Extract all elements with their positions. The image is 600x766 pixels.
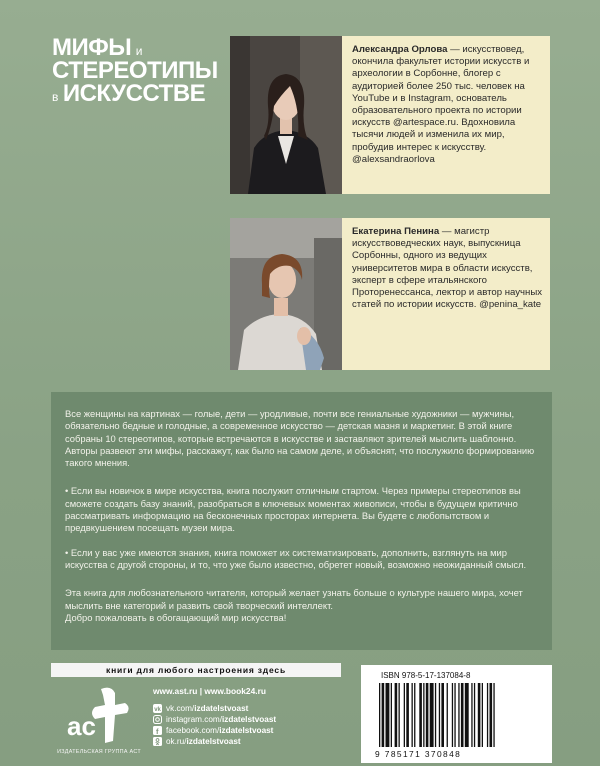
social-links [153,703,276,747]
description-paragraph-4: Эта книга для любознательного читателя, который желает узнать больше о культуре нашего мира, хочет мыслить вне категорий и развить свой творческий интеллект. [65,587,523,611]
publisher-logo [61,685,131,751]
isbn-number: ISBN 978-5-17-137084-8 [381,671,471,680]
social-handle: izdatelstvoast [186,737,241,746]
description-paragraph-5: Добро пожаловать в обогащающий мир искусства! [65,611,287,623]
author-name: Екатерина Пенина [352,226,440,237]
title-preposition: в [52,90,59,104]
barcode-digits: 9 785171 370848 [375,749,462,759]
facebook-icon [153,726,162,735]
social-handle: izdatelstvoast [219,726,274,735]
social-link-vk[interactable] [153,703,276,714]
svg-text:f: f [156,727,159,735]
vk-icon [153,704,162,713]
description-paragraph-2: • Если вы новичок в мире искусства, книга послужит отличным стартом. Через примеры стереотипов вы сможете создать базу знаний, разобраться в ключевых моментах живописи, чтобы в будущем критично рассматривать информацию на бесконечных просторах интернета. Вы будете с любопытством и предвкушением посещать музеи мира. [65,485,521,534]
ok-icon [153,737,162,746]
author-name: Александра Орлова [352,44,448,55]
social-prefix: vk.com/ [166,704,195,713]
title-line1: МИФЫ [52,34,132,61]
svg-text:vk: vk [154,707,161,713]
publisher-imprint: ИЗДАТЕЛЬСКАЯ ГРУППА АСТ [57,749,141,755]
author-card-orlova [230,36,550,194]
author-bio-text: — искусствовед, окончила факультет истории искусств и археологии в Сорбонне, блогер с аудиторией более 250 тыс. человек на YouTube и в Instagram, основатель образовательного проекта по истории искусств @artespace.ru. Вдохновила тысячи людей и изменила их мир, пробудив интерес к искусству. @alexsandraorlova [352,44,530,165]
author-bio-orlova [352,44,548,166]
barcode-bars [377,683,541,747]
title-line2: СТЕРЕОТИПЫ [52,57,218,84]
instagram-icon [153,715,162,724]
author-photo-penina [230,218,342,370]
social-handle: izdatelstvoast [221,715,277,724]
svg-text:ас: ас [67,711,96,741]
social-prefix: ok.ru/ [166,737,187,746]
social-handle: izdatelstvoast [194,704,249,713]
social-prefix: instagram.com/ [166,715,222,724]
publisher-websites[interactable]: www.ast.ru | www.book24.ru [153,686,266,696]
tagline: книги для любого настроения здесь [51,663,341,677]
description-paragraph-1: Все женщины на картинах — голые, дети — уродливые, почти все гениальные художники — мужчины, обязательно бедные и голодные, а современное искусство — детская мазня и маркетинг. В этой книге собраны 10 стереотипов, которые встречаются в искусстве и заставляют зрителей мыслить шаблонно. Авторы развеют эти мифы, расскажут, как было на самом деле, и объяснят, что послужило формированию такого мнения. [65,408,535,469]
book-title [52,36,218,106]
author-photo-orlova [230,36,342,194]
description-panel [51,392,552,650]
footer [51,663,552,765]
social-link-instagram[interactable] [153,714,276,725]
isbn-barcode [361,665,552,763]
title-line3: ИСКУССТВЕ [62,80,206,107]
description-paragraph-3: • Если у вас уже имеются знания, книга поможет их систематизировать, дополнить, взглянуть на мир искусства с другой стороны, и то, что уже было известно, обретет новый, возможно неожиданный смысл. [65,546,527,570]
title-conjunction: и [135,44,143,58]
author-bio-penina [352,226,548,311]
social-link-ok[interactable] [153,736,276,747]
social-link-facebook[interactable] [153,725,276,736]
social-prefix: facebook.com/ [166,726,220,735]
author-bio-text: — магистр искусствоведческих наук, выпускница Сорбонны, одного из ведущих университетов мира в области искусств, эксперт в сфере итальянского Проторенессанса, лектор и автор научных статей по истории искусств. @penina_kate [352,226,543,311]
author-card-penina [230,218,550,370]
